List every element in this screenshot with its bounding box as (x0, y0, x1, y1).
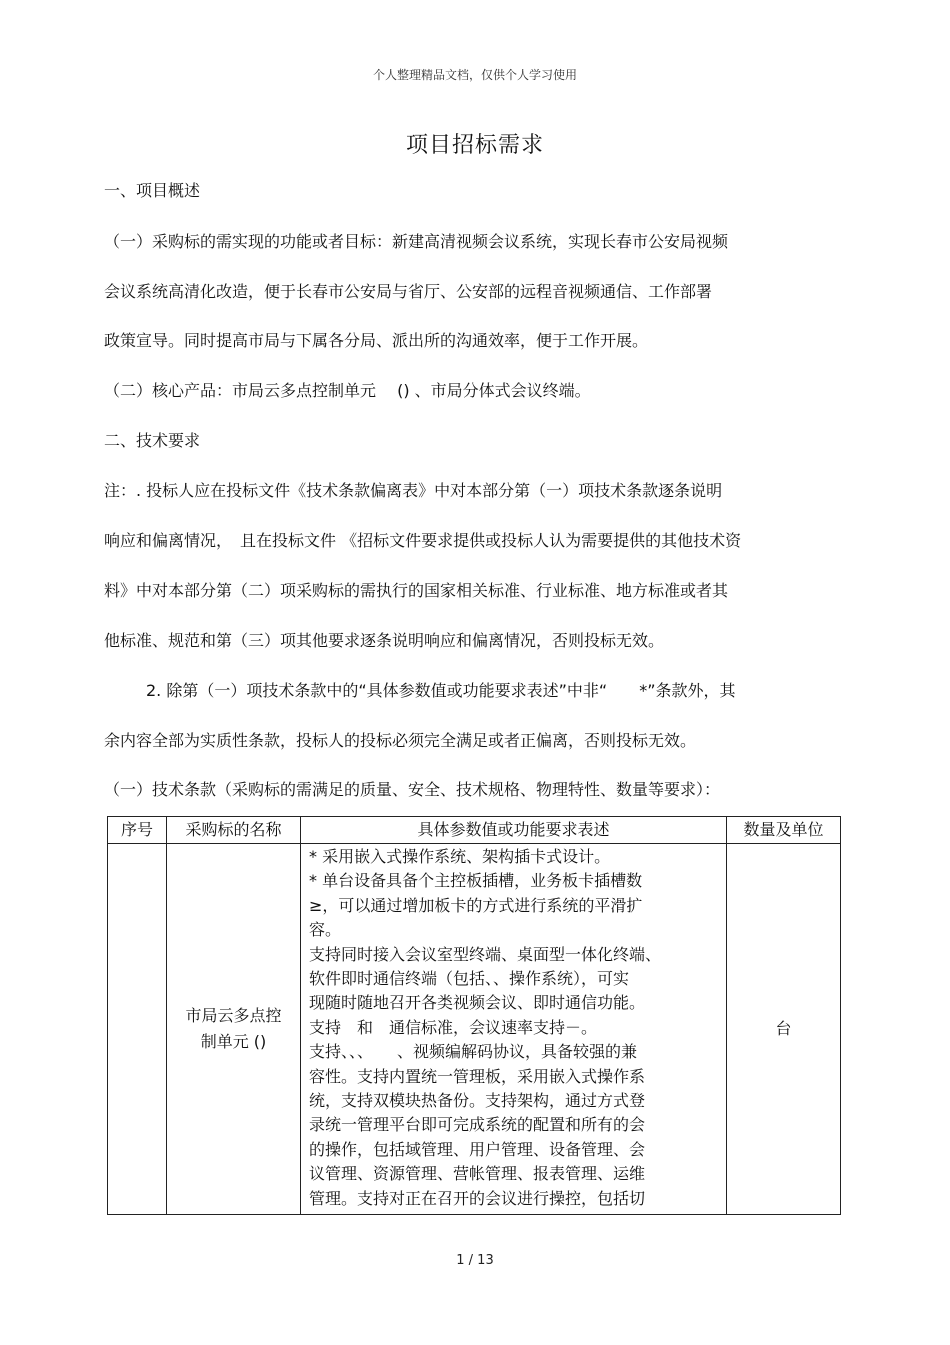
spec-line: 录统一管理平台即可完成系统的配置和所有的会 (309, 1115, 646, 1135)
section1-para1-line3: 政策宣导。同时提高市局与下属各分局、派出所的沟通效率，便于工作开展。 (104, 331, 649, 350)
spec-line: * 采用嵌入式操作系统、架构插卡式设计。 (309, 847, 611, 866)
section1-para1-line1: （一）采购标的需实现的功能或者目标：新建高清视频会议系统，实现长春市公安局视频 (104, 232, 729, 251)
section1-heading: 一、项目概述 (104, 181, 201, 200)
note-line3: 料》中对本部分第（二）项采购标的需执行的国家相关标准、行业标准、地方标准或者其 (104, 581, 729, 600)
header-seq: 序号 (108, 817, 167, 844)
page-title: 项目招标需求 (405, 133, 544, 158)
spec-line: 现随时随地召开各类视频会议、即时通信功能。 (309, 993, 646, 1013)
cell-quantity: 台 (727, 844, 841, 1215)
spec-line: 支持同时接入会议室型终端、桌面型一体化终端、 (309, 944, 662, 964)
spec-line: 软件即时通信终端（包括、、操作系统），可实 (309, 969, 630, 989)
table-row (108, 844, 841, 1215)
cell-spec (301, 844, 727, 1215)
spec-line: 统，支持双模块热备份。支持架构，通过方式登 (309, 1091, 646, 1111)
header-spec: 具体参数值或功能要求表述 (301, 817, 727, 844)
tech-terms-table (107, 816, 841, 1215)
cell-seq (108, 844, 167, 1215)
item-name-line: 制单元 () (200, 1032, 267, 1051)
section1-para1-line2: 会议系统高清化改造，便于长春市公安局与省厅、公安部的远程音视频通信、工作部署 (104, 282, 713, 301)
page-number: 1 / 13 (456, 1253, 494, 1268)
note-line4: 他标准、规范和第（三）项其他要求逐条说明响应和偏离情况，否则投标无效。 (104, 631, 665, 650)
spec-line: 议管理、资源管理、营帐管理、报表管理、运维 (309, 1164, 646, 1184)
spec-line: 容。 (309, 920, 342, 940)
header-item-name: 采购标的名称 (167, 817, 301, 844)
spec-line: 支持、、、 、视频编解码协议，具备较强的兼 (309, 1042, 638, 1062)
section1-para2: （二）核心产品：市局云多点控制单元 () 、市局分体式会议终端。 (104, 381, 591, 400)
section2-heading: 二、技术要求 (104, 431, 201, 450)
table-header-row (108, 817, 841, 844)
spec-line: 的操作，包括域管理、用户管理、设备管理、会 (309, 1139, 646, 1159)
item-name-line: 市局云多点控 (185, 1006, 282, 1025)
note-line2: 响应和偏离情况， 且在投标文件 《招标文件要求提供或投标人认为需要提供的其他技术资 (104, 531, 742, 550)
point2-line2: 余内容全部为实质性条款，投标人的投标必须完全满足或者正偏离，否则投标无效。 (104, 731, 697, 750)
spec-line: 管理。支持对正在召开的会议进行操控，包括切 (309, 1188, 646, 1208)
spec-line: ≥，可以通过增加板卡的方式进行系统的平滑扩 (309, 895, 643, 915)
note-line1: 注：. 投标人应在投标文件《技术条款偏离表》中对本部分第（一）项技术条款逐条说明 (104, 481, 723, 500)
cell-item-name (167, 844, 301, 1215)
tech-terms-subheading: （一）技术条款（采购标的需满足的质量、安全、技术规格、物理特性、数量等要求）： (104, 780, 721, 799)
header-quantity: 数量及单位 (727, 817, 841, 844)
spec-line: 支持 和 通信标准，会议速率支持－。 (309, 1017, 598, 1037)
header-note: 个人整理精品文档，仅供个人学习使用 (372, 68, 577, 82)
spec-line: 容性。支持内置统一管理板，采用嵌入式操作系 (309, 1066, 646, 1086)
spec-line: * 单台设备具备个主控板插槽，业务板卡插槽数 (309, 871, 643, 891)
point2-line1: 2. 除第（一）项技术条款中的“具体参数值或功能要求表述”中非“ *”条款外，其 (146, 681, 736, 700)
